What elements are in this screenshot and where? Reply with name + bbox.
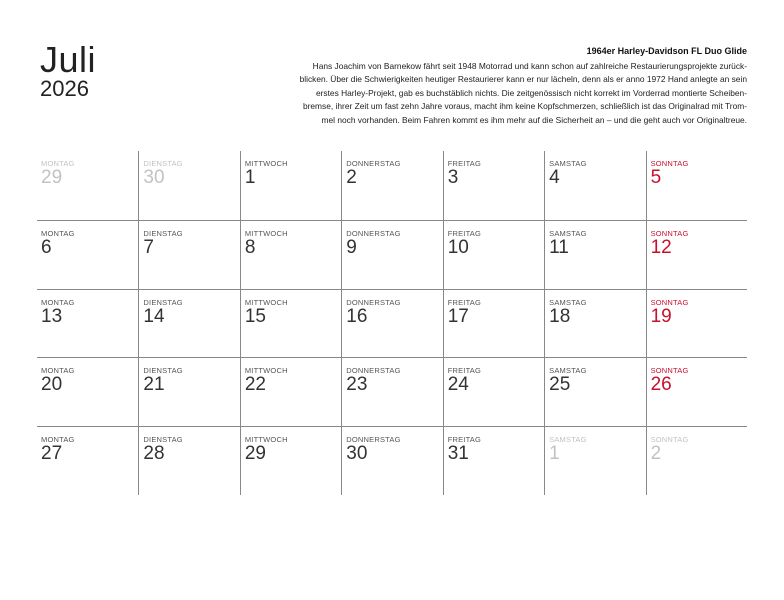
day-number: 18 bbox=[549, 305, 571, 327]
day-number: 1 bbox=[244, 167, 256, 188]
day-cell bbox=[544, 151, 645, 220]
day-number: 24 bbox=[447, 374, 469, 396]
weekday-label: FREITAG bbox=[447, 435, 482, 445]
day-cell bbox=[37, 358, 138, 426]
weekday-label: SAMSTAG bbox=[549, 435, 587, 445]
day-cell bbox=[544, 427, 645, 495]
day-cell bbox=[138, 358, 239, 426]
weekday-label: DIENSTAG bbox=[143, 297, 183, 307]
calendar-grid bbox=[37, 151, 747, 495]
day-cell bbox=[443, 151, 544, 220]
weekday-label: MITTWOCH bbox=[244, 159, 288, 168]
day-number: 29 bbox=[41, 167, 63, 188]
day-number: 3 bbox=[447, 167, 459, 188]
week-row bbox=[37, 357, 747, 426]
weekday-label: DIENSTAG bbox=[143, 228, 183, 238]
day-number: 19 bbox=[650, 305, 672, 327]
day-cell bbox=[37, 290, 138, 358]
week-row bbox=[37, 151, 747, 220]
day-number: 10 bbox=[447, 236, 469, 258]
day-cell bbox=[240, 151, 341, 220]
caption-title: 1964er Harley-Davidson FL Duo Glide bbox=[586, 46, 747, 56]
day-number: 14 bbox=[143, 305, 165, 327]
weekday-label: FREITAG bbox=[447, 366, 482, 376]
weekday-label: DONNERSTAG bbox=[346, 228, 401, 238]
day-cell bbox=[646, 221, 747, 289]
weekday-label: SAMSTAG bbox=[549, 366, 587, 376]
weekday-label: DONNERSTAG bbox=[346, 435, 401, 445]
day-cell bbox=[37, 151, 138, 220]
day-number: 20 bbox=[41, 374, 63, 396]
day-cell bbox=[240, 221, 341, 289]
day-cell bbox=[443, 221, 544, 289]
day-number: 4 bbox=[549, 167, 560, 188]
weekday-label: MITTWOCH bbox=[244, 228, 288, 238]
day-cell bbox=[443, 290, 544, 358]
day-cell bbox=[138, 427, 239, 495]
caption-line: bremse, ihrer Zeit um fast zehn Jahre voraus, macht ihm keine Kopfschmerzen, schließlich ist das Originalrad mit Trom- bbox=[302, 101, 747, 112]
day-number: 21 bbox=[143, 374, 165, 396]
day-number: 22 bbox=[244, 374, 266, 396]
day-number: 11 bbox=[549, 236, 569, 258]
day-number: 28 bbox=[143, 443, 165, 465]
weekday-label: FREITAG bbox=[447, 297, 482, 307]
day-cell bbox=[37, 427, 138, 495]
day-cell bbox=[341, 151, 442, 220]
caption-text bbox=[227, 60, 747, 127]
weekday-label: DIENSTAG bbox=[143, 366, 183, 376]
day-cell bbox=[341, 221, 442, 289]
day-cell bbox=[646, 427, 747, 495]
day-number: 31 bbox=[447, 443, 469, 465]
day-cell bbox=[240, 427, 341, 495]
day-number: 9 bbox=[346, 236, 357, 258]
weekday-label: MONTAG bbox=[41, 435, 75, 445]
week-row bbox=[37, 289, 747, 358]
weekday-label: DIENSTAG bbox=[143, 435, 183, 445]
day-number: 7 bbox=[143, 236, 154, 258]
weekday-label: DONNERSTAG bbox=[346, 297, 401, 307]
day-number: 29 bbox=[244, 443, 266, 465]
day-number: 12 bbox=[650, 236, 672, 258]
day-cell bbox=[646, 151, 747, 220]
day-cell bbox=[240, 358, 341, 426]
day-number: 15 bbox=[244, 305, 266, 327]
year-title: 2026 bbox=[40, 76, 89, 101]
weekday-label: SONNTAG bbox=[650, 159, 689, 168]
day-cell bbox=[341, 358, 442, 426]
weekday-label: MITTWOCH bbox=[244, 435, 288, 445]
day-cell bbox=[341, 427, 442, 495]
day-cell bbox=[138, 290, 239, 358]
day-number: 30 bbox=[346, 443, 368, 465]
weekday-label: FREITAG bbox=[447, 159, 482, 168]
day-cell bbox=[544, 290, 645, 358]
caption-line: blicken. Über die Schwierigkeiten heutiger Restaurierer kann er nur lächeln, denn als er anno 1972 Hand anlegte an sein bbox=[299, 74, 747, 85]
weekday-label: SAMSTAG bbox=[549, 159, 587, 168]
day-number: 26 bbox=[650, 374, 672, 396]
day-number: 2 bbox=[650, 443, 662, 465]
weekday-label: SONNTAG bbox=[650, 366, 689, 376]
day-number: 25 bbox=[549, 374, 571, 396]
day-number: 17 bbox=[447, 305, 469, 327]
weekday-label: MONTAG bbox=[41, 228, 75, 238]
weekday-label: MONTAG bbox=[41, 366, 75, 376]
day-cell bbox=[646, 358, 747, 426]
day-cell bbox=[443, 427, 544, 495]
weekday-label: DIENSTAG bbox=[143, 159, 183, 168]
weekday-label: DONNERSTAG bbox=[346, 159, 401, 168]
weekday-label: SONNTAG bbox=[650, 435, 689, 445]
week-row bbox=[37, 426, 747, 495]
day-number: 13 bbox=[41, 305, 63, 327]
weekday-label: SONNTAG bbox=[650, 228, 689, 238]
day-number: 1 bbox=[549, 443, 560, 465]
month-title: Juli bbox=[40, 39, 97, 80]
day-cell bbox=[37, 221, 138, 289]
day-cell bbox=[240, 290, 341, 358]
day-cell bbox=[544, 358, 645, 426]
caption-line: erstes Harley-Projekt, gab es buchstäblich nichts. Die zeitgenössisch nicht korrekt im Vorderrad montierte Scheiben- bbox=[315, 87, 747, 98]
day-cell bbox=[544, 221, 645, 289]
day-number: 2 bbox=[346, 167, 357, 188]
day-number: 5 bbox=[650, 167, 662, 188]
day-cell bbox=[646, 290, 747, 358]
day-number: 8 bbox=[244, 236, 256, 258]
day-cell bbox=[138, 221, 239, 289]
weekday-label: MITTWOCH bbox=[244, 366, 288, 376]
weekday-label: MITTWOCH bbox=[244, 297, 288, 307]
weekday-label: SONNTAG bbox=[650, 297, 689, 307]
weekday-label: SAMSTAG bbox=[549, 228, 587, 238]
day-number: 16 bbox=[346, 305, 368, 327]
weekday-label: SAMSTAG bbox=[549, 297, 587, 307]
day-number: 27 bbox=[41, 443, 63, 465]
day-number: 6 bbox=[41, 236, 52, 258]
weekday-label: DONNERSTAG bbox=[346, 366, 401, 376]
day-number: 23 bbox=[346, 374, 368, 396]
day-cell bbox=[341, 290, 442, 358]
weekday-label: MONTAG bbox=[41, 159, 75, 168]
weekday-label: FREITAG bbox=[447, 228, 482, 238]
week-row bbox=[37, 220, 747, 289]
day-cell bbox=[138, 151, 239, 220]
caption-line: mel noch vorhanden. Beim Fahren kommt es ihm mehr auf die Sicherheit an – und die geht auch vor Originaltreue. bbox=[321, 114, 747, 125]
day-cell bbox=[443, 358, 544, 426]
day-number: 30 bbox=[143, 167, 165, 188]
weekday-label: MONTAG bbox=[41, 297, 75, 307]
caption-line: Hans Joachim von Barnekow fährt seit 1948 Motorrad und kann schon auf zahlreiche Restaurierungsprojekte zurück- bbox=[312, 61, 747, 71]
